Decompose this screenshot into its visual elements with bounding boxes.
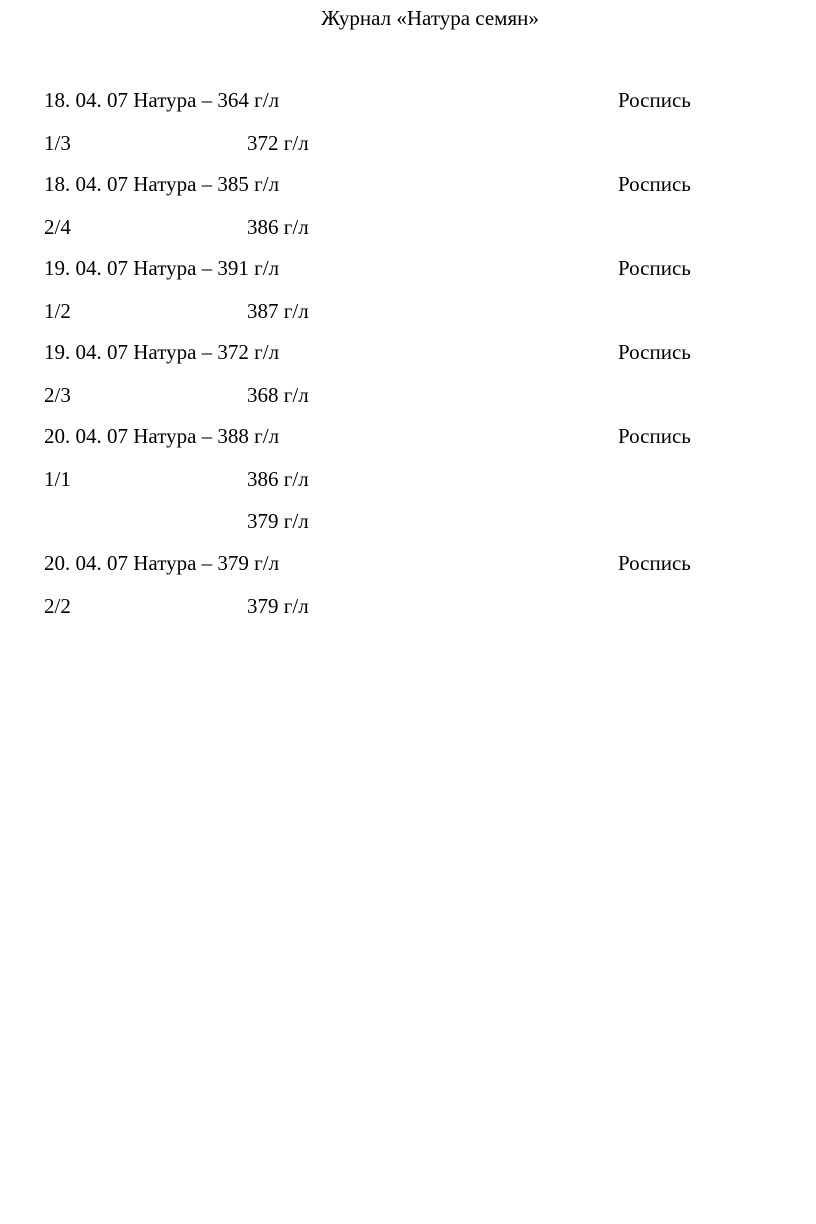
entry-sub-row — [44, 296, 744, 326]
entry-signature: Роспись — [618, 340, 691, 364]
entry-sub-label: 2/3 — [44, 383, 71, 407]
entry-main-text: 19. 04. 07 Натура – 372 г/л — [44, 340, 280, 364]
entry-extra-row — [44, 506, 744, 536]
entry-value: 379 г/л — [247, 509, 309, 533]
entry-main-row — [44, 337, 744, 367]
entry-main-text: 20. 04. 07 Натура – 379 г/л — [44, 551, 280, 575]
entry-signature: Роспись — [618, 256, 691, 280]
entry-main-text: 18. 04. 07 Натура – 364 г/л — [44, 88, 280, 112]
entry-value: 379 г/л — [247, 594, 309, 618]
entry-sub-label: 2/4 — [44, 215, 71, 239]
entry-sub-row — [44, 380, 744, 410]
entry-sub-label: 1/1 — [44, 467, 71, 491]
entry-main-text: 20. 04. 07 Натура – 388 г/л — [44, 424, 280, 448]
entry-signature: Роспись — [618, 88, 691, 112]
entry-signature: Роспись — [618, 551, 691, 575]
entry-main-row — [44, 253, 744, 283]
entry-main-row — [44, 169, 744, 199]
entry-main-text: 19. 04. 07 Натура – 391 г/л — [44, 256, 280, 280]
entry-main-row — [44, 421, 744, 451]
entry-signature: Роспись — [618, 172, 691, 196]
document-title: Журнал «Натура семян» — [321, 6, 539, 30]
entry-sub-label: 1/2 — [44, 299, 71, 323]
entry-sub-row — [44, 212, 744, 242]
entry-main-row — [44, 85, 744, 115]
entry-signature: Роспись — [618, 424, 691, 448]
entry-value: 372 г/л — [247, 131, 309, 155]
entry-sub-label: 1/3 — [44, 131, 71, 155]
entry-value: 386 г/л — [247, 215, 309, 239]
entry-main-text: 18. 04. 07 Натура – 385 г/л — [44, 172, 280, 196]
entry-value: 368 г/л — [247, 383, 309, 407]
entry-sub-row — [44, 591, 744, 621]
entry-value: 386 г/л — [247, 467, 309, 491]
entry-value: 387 г/л — [247, 299, 309, 323]
entry-sub-label: 2/2 — [44, 594, 71, 618]
entry-sub-row — [44, 128, 744, 158]
entry-sub-row — [44, 464, 744, 494]
entry-main-row — [44, 548, 744, 578]
